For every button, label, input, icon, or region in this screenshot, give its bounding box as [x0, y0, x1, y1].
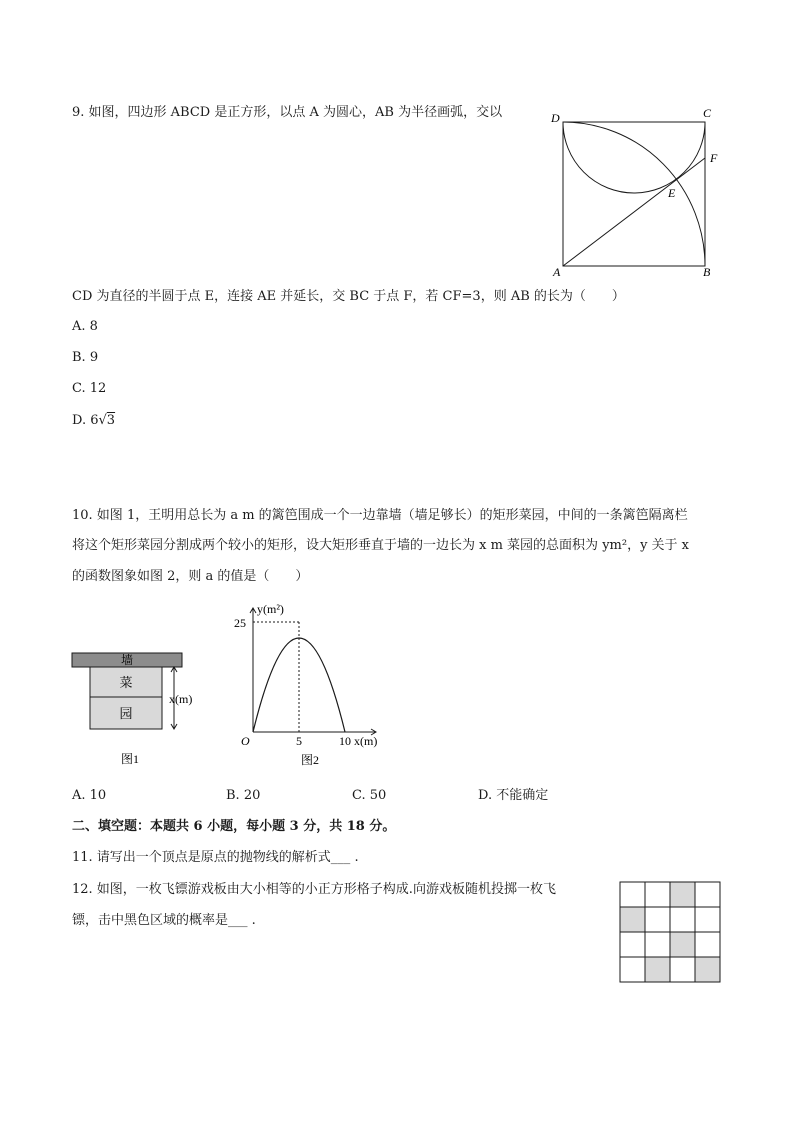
section-2-prefix: 二、填空题：本题共 [72, 819, 194, 834]
dimension-label: x(m) [169, 692, 193, 706]
arc-db [563, 122, 705, 266]
grid-cell [645, 907, 670, 932]
section-2-mid1: 小题，每小题 [202, 819, 290, 834]
sqrt-symbol: √ [98, 413, 107, 428]
grid-cell-shaded [670, 882, 695, 907]
line-af [563, 158, 705, 266]
square-abcd [563, 122, 705, 266]
grid-cell [620, 882, 645, 907]
section-2-total: 18 [346, 819, 365, 834]
grid-cell [620, 932, 645, 957]
fig2-caption: 图2 [300, 753, 320, 767]
parabola [253, 638, 345, 732]
q10-line2: 将这个矩形菜园分割成两个较小的矩形，设大矩形垂直于墙的一边长为 x m 菜园的总面积为 ym²，y 关于 x [72, 538, 690, 553]
label-d: D [551, 111, 560, 125]
grid-cell [645, 932, 670, 957]
y-peak-label: 25 [234, 616, 246, 630]
grid-cell [620, 957, 645, 982]
label-c: C [703, 106, 712, 120]
x-mid-label: 5 [296, 734, 302, 748]
grid-cell-shaded [645, 957, 670, 982]
fig1-caption: 图1 [120, 752, 140, 766]
section-2-heading [72, 818, 395, 836]
q9-option-b: B. 9 [72, 350, 99, 365]
label-a: A [553, 265, 561, 279]
section-2-count: 6 [193, 819, 203, 834]
q9-option-d-prefix: D. 6 [72, 413, 99, 428]
grid-cell-shaded [670, 932, 695, 957]
section-2-suffix: 分。 [364, 819, 396, 834]
q12-line1: 12. 如图，一枚飞镖游戏板由大小相等的小正方形格子构成.向游戏板随机投掷一枚飞 [72, 882, 556, 897]
label-f: F [710, 151, 718, 165]
label-e: E [668, 186, 676, 200]
grid-cell [695, 882, 720, 907]
q10-option-a: A. 10 [72, 788, 107, 803]
garden-label-1: 菜 [119, 675, 133, 690]
origin-label: O [241, 734, 250, 748]
grid-cell [695, 907, 720, 932]
section-2-mid2: 分，共 [298, 819, 347, 834]
section-2-points: 3 [289, 819, 299, 834]
q9-option-a: A. 8 [72, 319, 98, 334]
q10-figure1 [70, 648, 210, 770]
q10-line1: 10. 如图 1，王明用总长为 a m 的篱笆围成一个一边靠墙（墙足够长）的矩形菜园，中间的一条篱笆隔离栏 [72, 508, 688, 523]
q9-option-d-radicand: 3 [106, 413, 116, 428]
y-axis-label: y(m²) [257, 602, 284, 616]
grid-cell-shaded [620, 907, 645, 932]
x-end-label: 10 [339, 734, 351, 748]
label-b: B [703, 265, 711, 279]
dartboard-grid [619, 881, 721, 983]
q10-figure2 [228, 600, 393, 772]
q9-figure [548, 104, 728, 282]
q11-text: 11. 请写出一个顶点是原点的抛物线的解析式___ . [72, 850, 359, 865]
q9-option-d [72, 412, 115, 430]
wall-label: 墙 [120, 653, 134, 667]
q9-option-c: C. 12 [72, 381, 107, 396]
q10-option-c: C. 50 [352, 788, 387, 803]
x-axis-label: x(m) [354, 734, 378, 748]
q10-option-d: D. 不能确定 [478, 788, 549, 803]
semicircle-cd [563, 122, 705, 193]
q10-option-b: B. 20 [226, 788, 261, 803]
grid-cell [695, 932, 720, 957]
grid-cell-shaded [695, 957, 720, 982]
q10-line3: 的函数图象如图 2，则 a 的值是（ ） [72, 569, 309, 584]
garden-label-2: 园 [119, 706, 133, 721]
q9-line2: CD 为直径的半圆于点 E，连接 AE 并延长，交 BC 于点 F，若 CF=3，则 AB 的长为（ ） [72, 289, 625, 304]
grid-cell [670, 907, 695, 932]
grid-cell [670, 957, 695, 982]
q9-line1: 9. 如图，四边形 ABCD 是正方形，以点 A 为圆心，AB 为半径画弧，交以 [72, 105, 503, 120]
q12-line2: 镖，击中黑色区域的概率是___ . [72, 913, 256, 928]
grid-cell [645, 882, 670, 907]
